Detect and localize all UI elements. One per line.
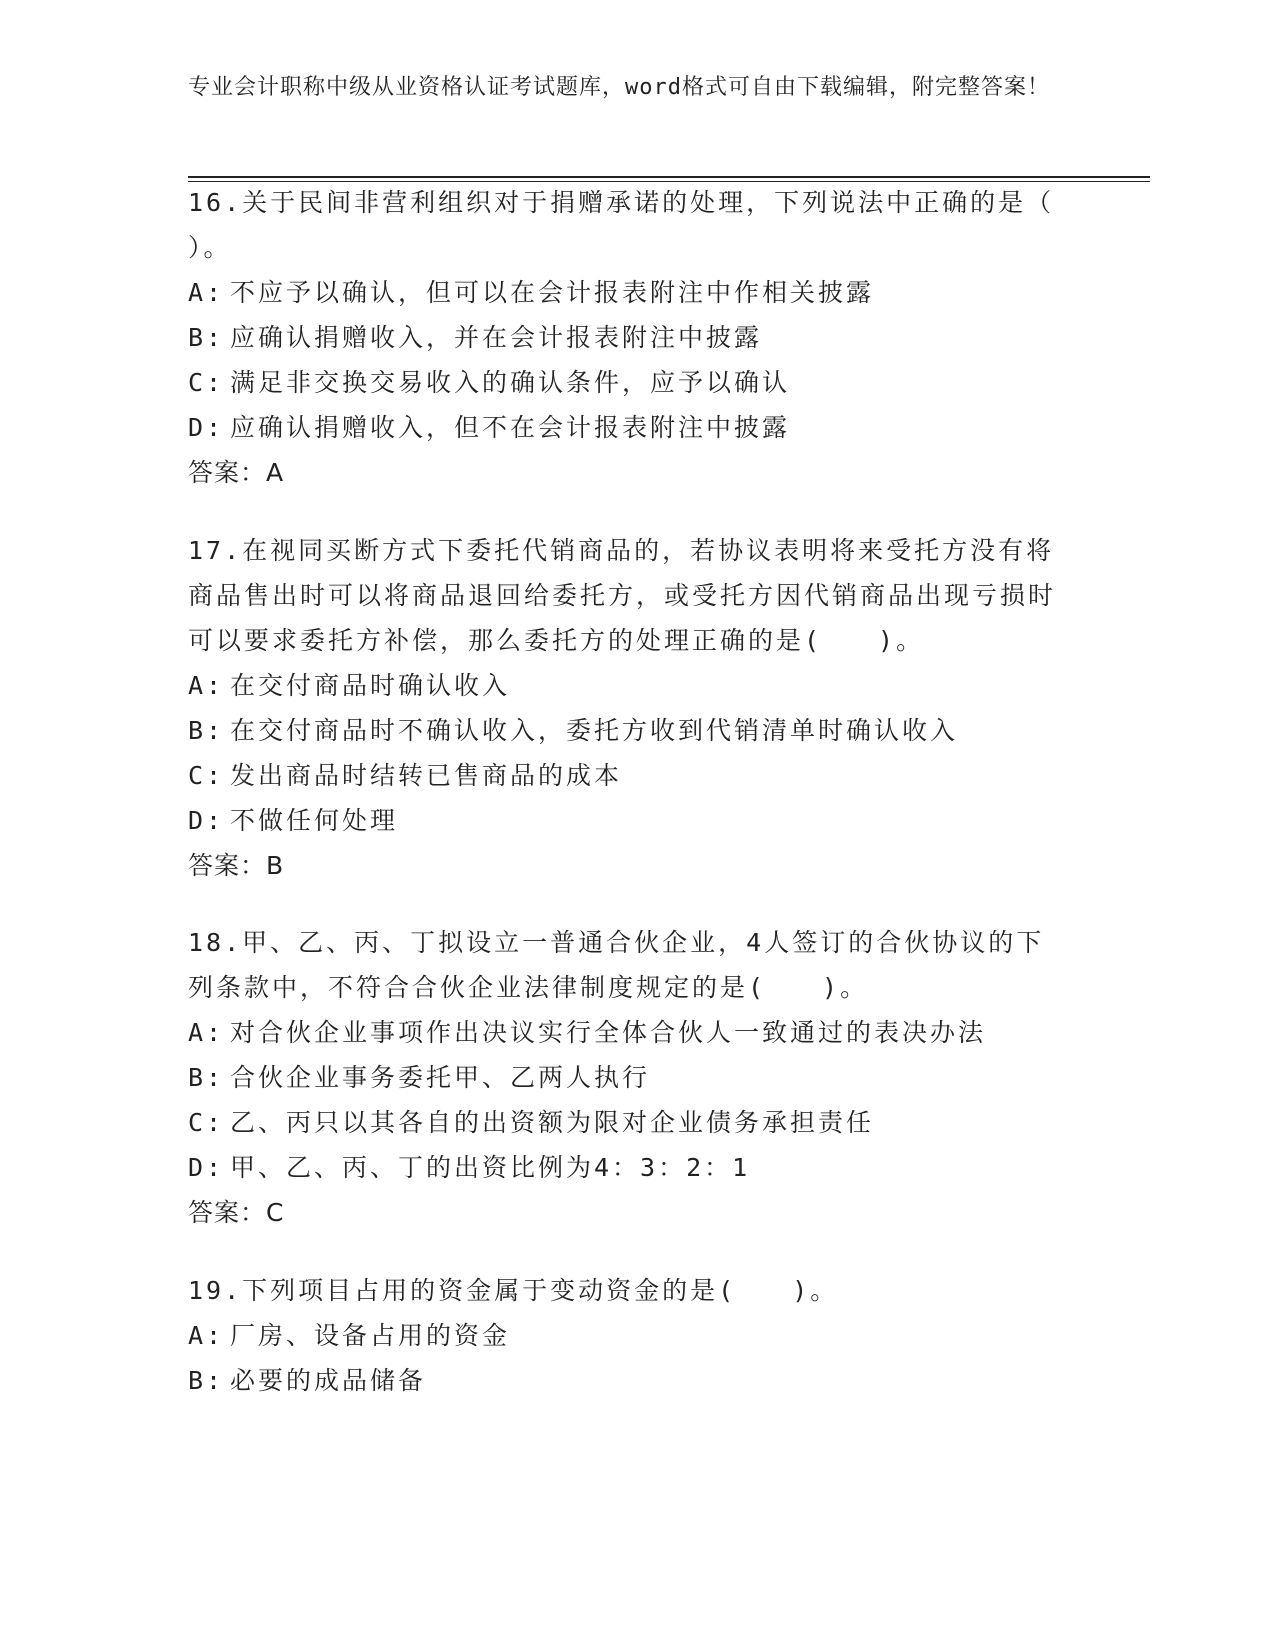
question-18 bbox=[188, 920, 1068, 1235]
option-letter: C: bbox=[188, 761, 225, 790]
option-letter: D: bbox=[188, 413, 225, 442]
option-c bbox=[188, 753, 1068, 798]
option-text: 必要的成品储备 bbox=[230, 1366, 427, 1395]
question-stem: 19.下列项目占用的资金属于变动资金的是( )。 bbox=[188, 1276, 839, 1305]
document-header: 专业会计职称中级从业资格认证考试题库，word格式可自由下载编辑，附完整答案！ bbox=[188, 75, 1050, 100]
option-letter: C: bbox=[188, 1108, 225, 1137]
option-a bbox=[188, 270, 1068, 315]
option-text: 合伙企业事务委托甲、乙两人执行 bbox=[230, 1063, 651, 1092]
option-a bbox=[188, 1010, 1068, 1055]
option-letter: C: bbox=[188, 368, 225, 397]
question-stem: 18.甲、乙、丙、丁拟设立一普通合伙企业，4人签订的合伙协议的下列条款中，不符合合伙企业法律制度规定的是( )。 bbox=[188, 928, 1045, 1002]
option-d bbox=[188, 798, 1068, 843]
option-b bbox=[188, 708, 1068, 753]
question-16 bbox=[188, 180, 1068, 495]
option-text: 应确认捐赠收入，并在会计报表附注中披露 bbox=[230, 323, 763, 352]
option-text: 在交付商品时不确认收入，委托方收到代销清单时确认收入 bbox=[230, 716, 959, 745]
question-stem: 17.在视同买断方式下委托代销商品的，若协议表明将来受托方没有将商品售出时可以将商品退回给委托方，或受托方因代销商品出现亏损时可以要求委托方补偿，那么委托方的处理正确的是( )。 bbox=[188, 536, 1057, 655]
question-stem: 16.关于民间非营利组织对于捐赠承诺的处理，下列说法中正确的是（ ）。 bbox=[188, 188, 1055, 262]
option-text: 满足非交换交易收入的确认条件，应予以确认 bbox=[230, 368, 791, 397]
option-text: 厂房、设备占用的资金 bbox=[230, 1321, 511, 1350]
option-letter: A: bbox=[188, 278, 225, 307]
option-text: 不做任何处理 bbox=[230, 806, 399, 835]
option-letter: B: bbox=[188, 716, 225, 745]
option-text: 乙、丙只以其各自的出资额为限对企业债务承担责任 bbox=[230, 1108, 875, 1137]
option-letter: A: bbox=[188, 1018, 225, 1047]
option-letter: A: bbox=[188, 1321, 225, 1350]
option-d bbox=[188, 1145, 1068, 1190]
answer-line: 答案：B bbox=[188, 851, 285, 880]
option-letter: B: bbox=[188, 1366, 225, 1395]
question-19 bbox=[188, 1268, 1068, 1403]
option-text: 发出商品时结转已售商品的成本 bbox=[230, 761, 623, 790]
option-text: 甲、乙、丙、丁的出资比例为4：3：2：1 bbox=[230, 1153, 751, 1182]
option-letter: B: bbox=[188, 1063, 225, 1092]
option-letter: A: bbox=[188, 671, 225, 700]
option-c bbox=[188, 360, 1068, 405]
option-text: 应确认捐赠收入，但不在会计报表附注中披露 bbox=[230, 413, 791, 442]
answer-line: 答案：A bbox=[188, 458, 285, 487]
option-a bbox=[188, 1313, 1068, 1358]
answer-line: 答案：C bbox=[188, 1198, 285, 1227]
option-b bbox=[188, 1055, 1068, 1100]
option-a bbox=[188, 663, 1068, 708]
option-text: 不应予以确认，但可以在会计报表附注中作相关披露 bbox=[230, 278, 875, 307]
option-b bbox=[188, 315, 1068, 360]
option-text: 在交付商品时确认收入 bbox=[230, 671, 511, 700]
option-text: 对合伙企业事项作出决议实行全体合伙人一致通过的表决办法 bbox=[230, 1018, 987, 1047]
option-c bbox=[188, 1100, 1068, 1145]
option-letter: D: bbox=[188, 1153, 225, 1182]
option-d bbox=[188, 405, 1068, 450]
option-letter: D: bbox=[188, 806, 225, 835]
question-17 bbox=[188, 528, 1068, 888]
option-b bbox=[188, 1358, 1068, 1403]
option-letter: B: bbox=[188, 323, 225, 352]
header-rule-thick bbox=[188, 176, 1150, 178]
